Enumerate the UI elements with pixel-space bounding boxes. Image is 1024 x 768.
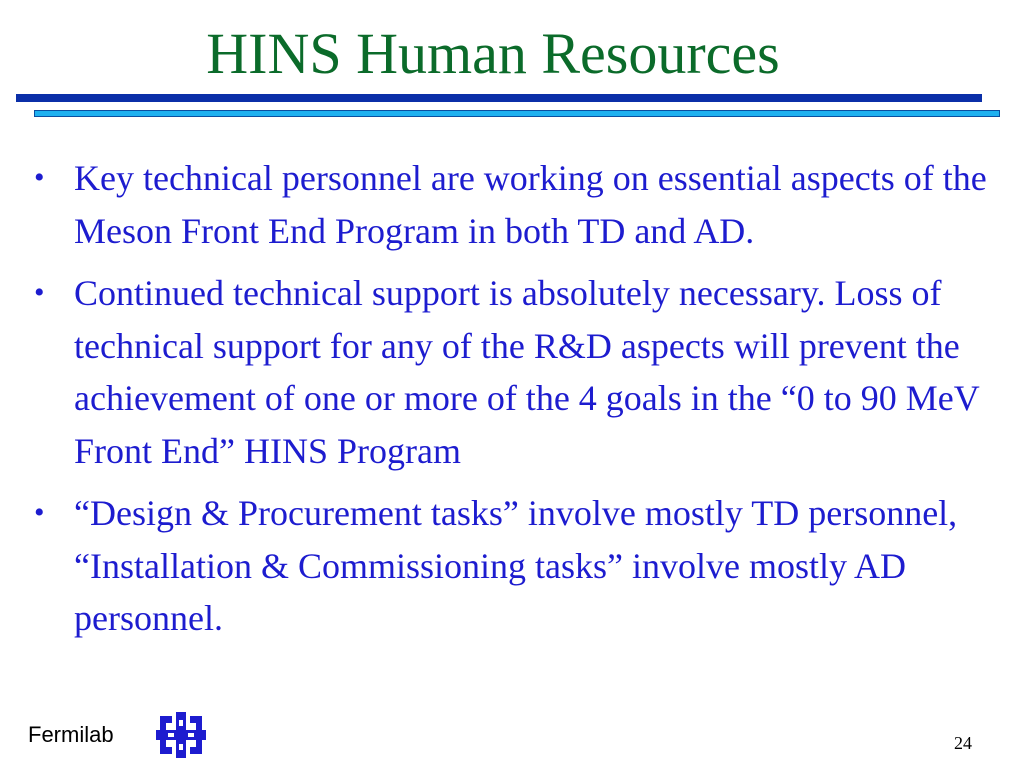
bullet-item <box>28 152 988 257</box>
bullet-text: “Design & Procurement tasks” involve mostly TD personnel, “Installation & Commissioning tasks” involve mostly AD personnel. <box>74 493 958 638</box>
slide-title: HINS Human Resources <box>206 21 780 86</box>
bullet-item <box>28 267 988 477</box>
bullet-list <box>28 152 988 655</box>
title-rule-light <box>34 110 1000 117</box>
title-rule-dark <box>16 94 982 102</box>
bullet-item <box>28 487 988 645</box>
bullet-marker: • <box>34 276 45 309</box>
footer-brand: Fermilab <box>28 722 114 747</box>
bullet-marker: • <box>34 496 45 529</box>
bullet-text: Continued technical support is absolutely necessary. Loss of technical support for any of the R&D aspects will prevent the achievement of one or more of the 4 goals in the “0 to 90 MeV Front End” HINS Program <box>74 273 980 471</box>
bullet-text: Key technical personnel are working on essential aspects of the Meson Front End Program in both TD and AD. <box>74 158 987 251</box>
fermilab-logo-icon <box>156 712 206 758</box>
bullet-marker: • <box>34 161 45 194</box>
page-number: 24 <box>954 733 972 753</box>
